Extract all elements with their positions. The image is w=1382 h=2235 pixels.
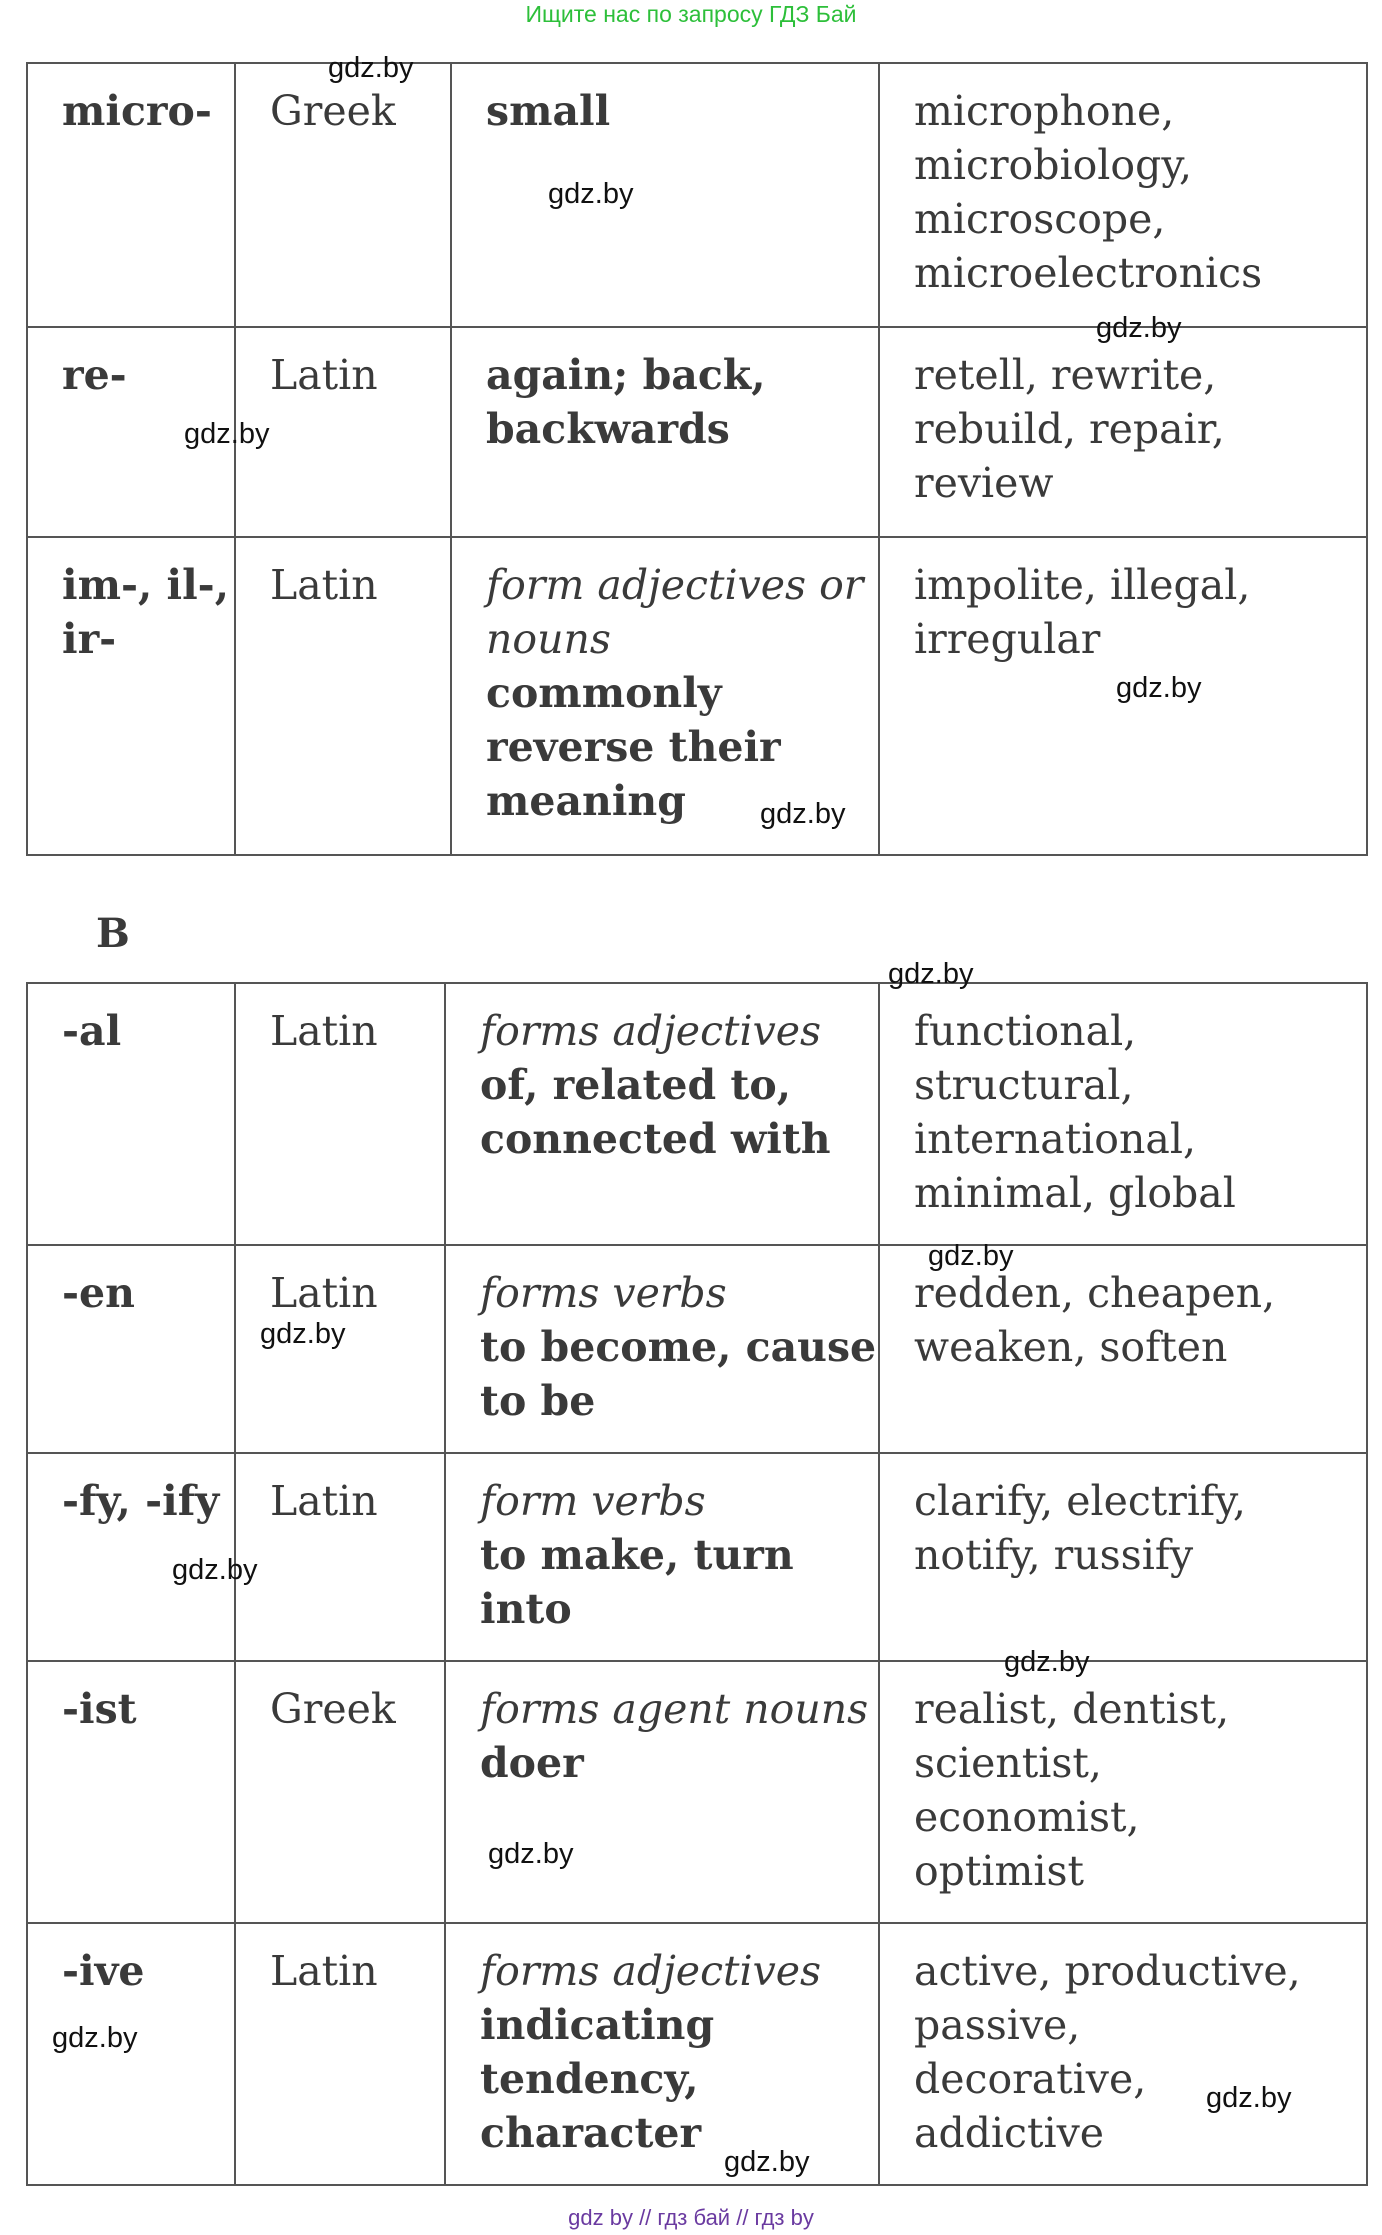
examples-cell — [879, 63, 1367, 327]
affix-cell: -ive — [27, 1923, 235, 2185]
origin-cell: Latin — [235, 1453, 445, 1661]
meaning-text: again; back, backwards — [486, 351, 766, 453]
origin-cell: Latin — [235, 983, 445, 1245]
watermark: gdz.by — [928, 1240, 1014, 1272]
table-row — [27, 63, 1367, 327]
watermark: gdz.by — [760, 798, 846, 830]
example-line: rebuild, repair, — [914, 405, 1225, 453]
example-line: addictive — [914, 2109, 1105, 2157]
meaning-function: form verbs — [480, 1477, 706, 1525]
meaning-cell — [451, 63, 879, 327]
meaning-text: to make, turn into — [480, 1531, 794, 1633]
affix-cell: -ist — [27, 1661, 235, 1923]
examples-cell — [879, 1245, 1367, 1453]
meaning-cell — [451, 327, 879, 537]
example-line: functional, — [914, 1007, 1137, 1055]
origin-cell: Greek — [235, 63, 451, 327]
example-line: weaken, soften — [914, 1323, 1228, 1371]
affix-cell: re- — [27, 327, 235, 537]
watermark: gdz.by — [888, 958, 974, 990]
origin-cell: Greek — [235, 1661, 445, 1923]
table-row — [27, 1245, 1367, 1453]
example-line: review — [914, 459, 1054, 507]
examples-cell — [879, 1923, 1367, 2185]
meaning-cell — [445, 1453, 879, 1661]
top-banner[interactable]: Ищите нас по запросу ГДЗ Бай — [525, 1, 857, 27]
bottom-banner[interactable]: gdz by // гдз бай // гдз by — [568, 2205, 814, 2230]
example-line: decorative, — [914, 2055, 1147, 2103]
examples-cell — [879, 1453, 1367, 1661]
meaning-cell — [445, 983, 879, 1245]
meaning-text: doer — [480, 1739, 584, 1787]
example-line: optimist — [914, 1847, 1085, 1895]
watermark: gdz.by — [172, 1554, 258, 1586]
affix-table-a — [26, 62, 1368, 856]
example-line: irregular — [914, 615, 1101, 663]
example-line: active, productive, — [914, 1947, 1301, 1995]
meaning-text: to become, cause to be — [480, 1323, 877, 1425]
examples-cell — [879, 983, 1367, 1245]
table-row — [27, 1661, 1367, 1923]
examples-cell — [879, 327, 1367, 537]
watermark: gdz.by — [184, 418, 270, 450]
meaning-text: indicating tendency, character — [480, 2001, 715, 2157]
watermark: gdz.by — [488, 1838, 574, 1870]
watermark: gdz.by — [1116, 672, 1202, 704]
affix-cell: micro- — [27, 63, 235, 327]
example-line: realist, dentist, — [914, 1685, 1230, 1733]
watermark: gdz.by — [1096, 312, 1182, 344]
watermark: gdz.by — [1004, 1646, 1090, 1678]
example-line: clarify, electrify, — [914, 1477, 1246, 1525]
watermark: gdz.by — [1206, 2082, 1292, 2114]
meaning-text: of, related to, connected with — [480, 1061, 831, 1163]
meaning-function: form adjectives or nouns — [486, 561, 864, 663]
example-line: notify, russify — [914, 1531, 1194, 1579]
meaning-text: commonly reverse their meaning — [486, 669, 781, 825]
example-line: impolite, illegal, — [914, 561, 1251, 609]
meaning-function: forms adjectives — [480, 1007, 822, 1055]
meaning-cell — [445, 1923, 879, 2185]
table-row — [27, 983, 1367, 1245]
origin-cell: Latin — [235, 327, 451, 537]
watermark: gdz.by — [260, 1318, 346, 1350]
table-a-body — [27, 63, 1367, 855]
example-line: microbiology, — [914, 141, 1193, 189]
example-line: passive, — [914, 2001, 1081, 2049]
affix-cell: im-, il-, ir- — [27, 537, 235, 855]
origin-cell: Latin — [235, 1245, 445, 1453]
meaning-function: forms agent nouns — [480, 1685, 869, 1733]
origin-cell: Latin — [235, 537, 451, 855]
example-line: microelectronics — [914, 249, 1263, 297]
meaning-function: forms adjectives — [480, 1947, 822, 1995]
example-line: economist, — [914, 1793, 1140, 1841]
example-line: retell, rewrite, — [914, 351, 1217, 399]
affix-cell: -al — [27, 983, 235, 1245]
example-line: structural, — [914, 1061, 1134, 1109]
table-row — [27, 1923, 1367, 2185]
example-line: scientist, — [914, 1739, 1102, 1787]
examples-cell — [879, 1661, 1367, 1923]
example-line: microphone, — [914, 87, 1175, 135]
meaning-function: forms verbs — [480, 1269, 727, 1317]
example-line: minimal, global — [914, 1169, 1236, 1217]
affix-cell: -en — [27, 1245, 235, 1453]
origin-cell: Latin — [235, 1923, 445, 2185]
watermark: gdz.by — [724, 2146, 810, 2178]
affix-cell: -fy, -ify — [27, 1453, 235, 1661]
example-line: international, — [914, 1115, 1196, 1163]
meaning-cell — [445, 1245, 879, 1453]
watermark: gdz.by — [548, 178, 634, 210]
watermark: gdz.by — [52, 2022, 138, 2054]
watermark: gdz.by — [328, 52, 414, 84]
meaning-cell — [445, 1661, 879, 1923]
meaning-text: small — [486, 87, 611, 135]
example-line: redden, cheapen, — [914, 1269, 1276, 1317]
example-line: microscope, — [914, 195, 1166, 243]
section-b-label: B — [96, 910, 130, 957]
